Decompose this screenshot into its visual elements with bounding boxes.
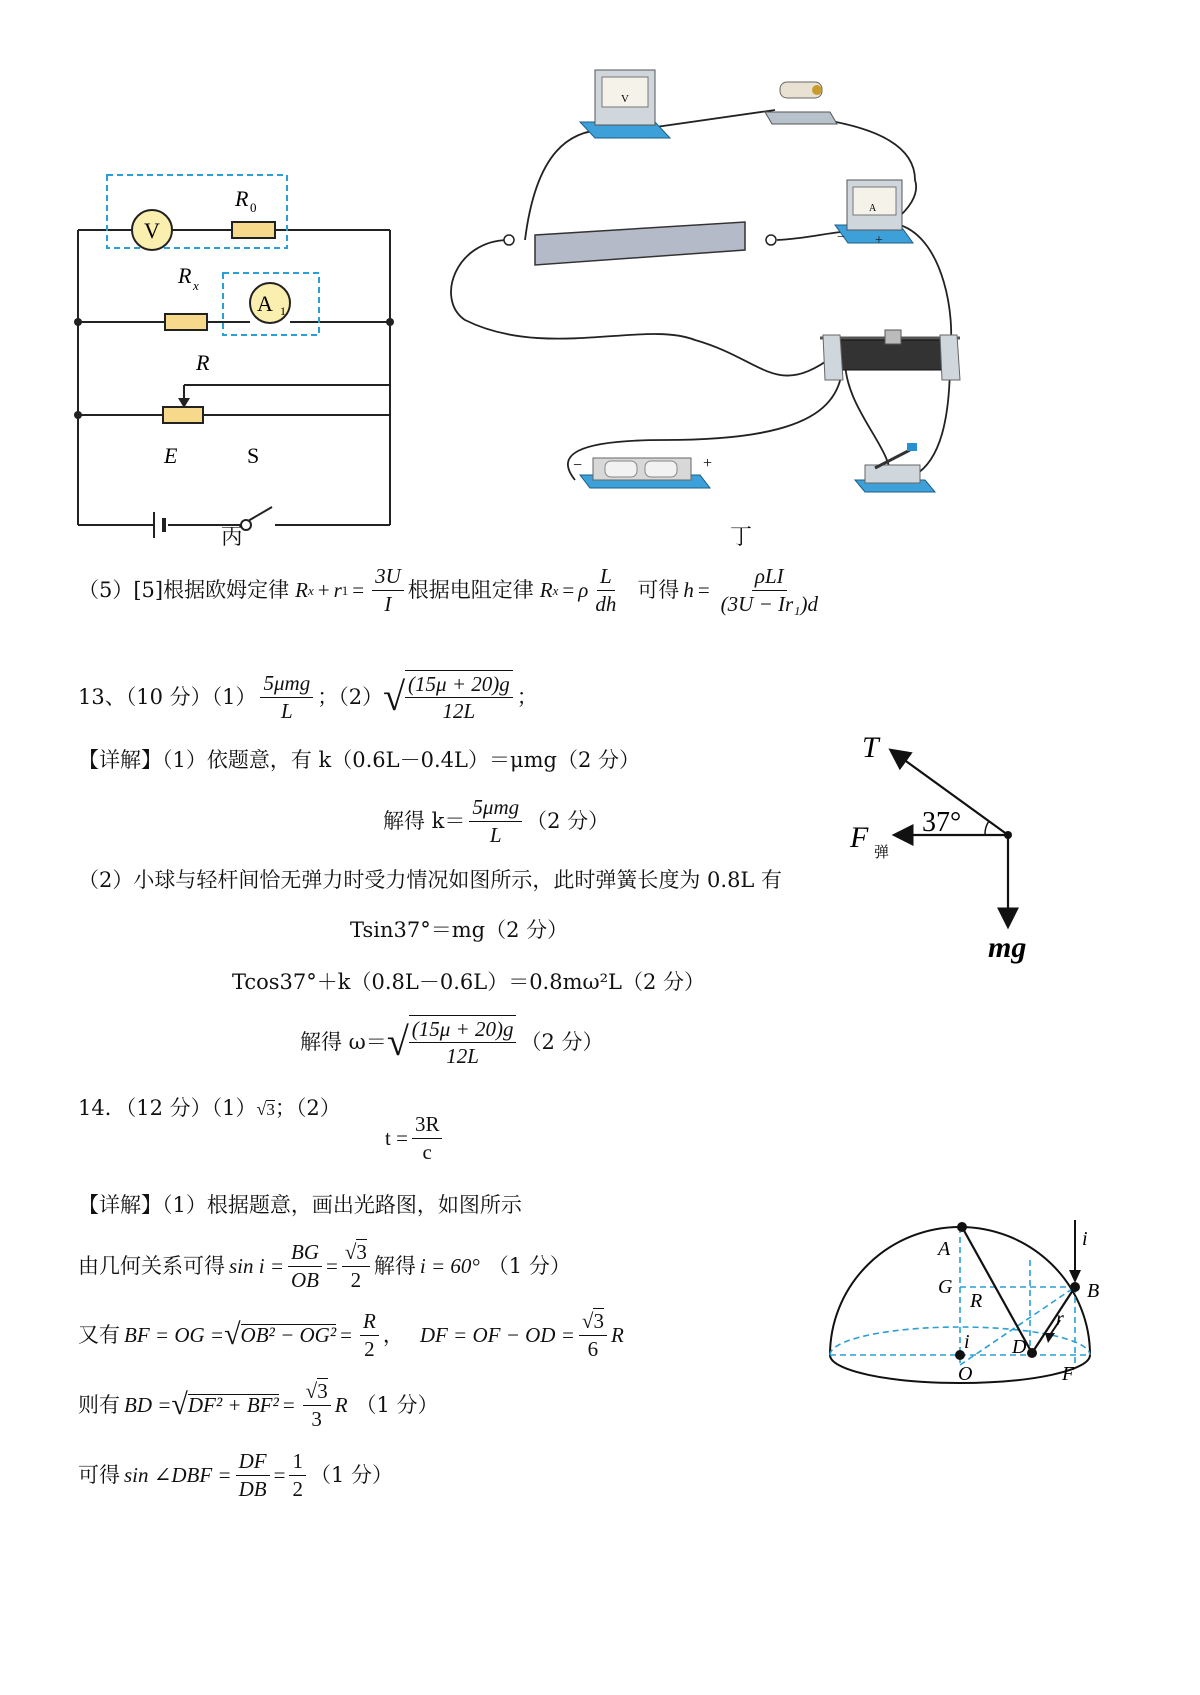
q13-eq1: Tsin37°＝mg（2 分） [350, 918, 569, 942]
svg-text:A: A [869, 203, 877, 214]
svg-text:1: 1 [280, 304, 286, 318]
svg-text:−: − [837, 230, 845, 245]
voltmeter-label: V [144, 218, 160, 243]
force-diagram [840, 725, 1060, 970]
q14-line2: 由几何关系可得 sin i = $\frac{BG}{OB}$ = $\frac{√3}{2}$ 解得 i = 60° （1 分） [78, 1240, 571, 1292]
rheostat-label: R [196, 350, 210, 375]
q14-time-answer: t = $\frac{3R}{c}$ [385, 1110, 446, 1166]
q13-detail-line2: （2）小球与轻杆间恰无弹力时受力情况如图所示，此时弹簧长度为 0.8L 有 [78, 868, 783, 892]
q14-line4: 则有 BD = √ DF² + BF² = $\frac{√3}{3}$ R （1 分） [78, 1379, 439, 1431]
ammeter-label: A [257, 291, 273, 316]
caption-ding: 丁 [730, 525, 753, 550]
circuit-diagram-bing [60, 160, 440, 540]
q12-part5: （5）[5]根据欧姆定律 R x + r 1 = $\frac{3U}{I}$ 根据电阻定律 R x = ρ $\frac{L}{dh}$ 可得 h = $\frac{\text{ρLI}}{\text{(3U − Ir₁)d}}$ [78, 564, 818, 616]
gravity-label: mg [988, 931, 1027, 964]
ammeter-device [835, 180, 913, 248]
svg-text:G: G [938, 1276, 953, 1298]
apparatus-diagram-ding [445, 60, 975, 530]
svg-text:V: V [621, 93, 629, 105]
tension-label: T [862, 731, 879, 764]
q13-detail-line1: 【详解】（1）依题意，有 k（0.6L－0.4L）＝μmg（2 分） [78, 748, 640, 772]
svg-text:0: 0 [250, 200, 257, 215]
svg-text:r: r [1056, 1308, 1064, 1330]
svg-text:O: O [958, 1363, 973, 1385]
emf-label: E [164, 443, 178, 468]
battery-holder [573, 455, 712, 488]
switch-label: S [247, 443, 260, 468]
svg-text:+: + [875, 233, 883, 248]
q13-solve-k: 解得 k＝ $\frac{\text{5μmg}}{L}$ （2 分） [383, 795, 610, 847]
svg-text:+: + [703, 455, 713, 472]
svg-text:A: A [938, 1238, 951, 1260]
voltmeter-device [580, 70, 670, 138]
q13-header: 13、（10 分）（1） $\frac{\text{5μmg}}{L}$ ；（2） √ $\frac{(15\mu + 20)g}{12L}$ ； [78, 671, 538, 723]
svg-text:F: F [1062, 1363, 1075, 1385]
q14-line3: 又有 BF = OG = √ OB² − OG² = $\frac{R}{2}$ ， DF = OF − OD = $\frac{√3}{6}$ R [78, 1309, 624, 1361]
resistor-holder [765, 82, 837, 124]
q14-detail-line1: 【详解】（1）根据题意，画出光路图，如图所示 [78, 1193, 522, 1217]
svg-text:R: R [970, 1290, 983, 1312]
q14-header: 14．（12 分）（1） √ 3 ；（2） [78, 1096, 341, 1120]
svg-text:B: B [1087, 1280, 1100, 1302]
q14-line5: 可得 sin ∠DBF = $\frac{DF}{DB}$ = $\frac{1}{2}$ （1 分） [78, 1449, 393, 1501]
svg-text:i: i [964, 1331, 970, 1353]
r0-label: R [235, 186, 249, 211]
svg-text:弹: 弹 [874, 843, 890, 861]
svg-text:D: D [1012, 1336, 1027, 1358]
caption-bing: 丙 [221, 525, 244, 550]
q13-solve-omega: 解得 ω＝ √ $\frac{(15\mu + 20)g}{12L}$ （2 分） [300, 1016, 604, 1068]
angle-label: 37° [922, 807, 962, 838]
rx-label: R [178, 263, 192, 288]
svg-text:−: − [573, 457, 583, 474]
rheostat-device [820, 330, 960, 380]
svg-text:x: x [193, 278, 199, 293]
switch-device [855, 443, 935, 492]
hemisphere-diagram [820, 1215, 1120, 1400]
spring-force-label: F [850, 821, 869, 854]
q13-eq2: Tcos37°＋k（0.8L－0.6L）＝0.8mω²L（2 分） [232, 970, 706, 994]
svg-text:i: i [1082, 1228, 1088, 1250]
